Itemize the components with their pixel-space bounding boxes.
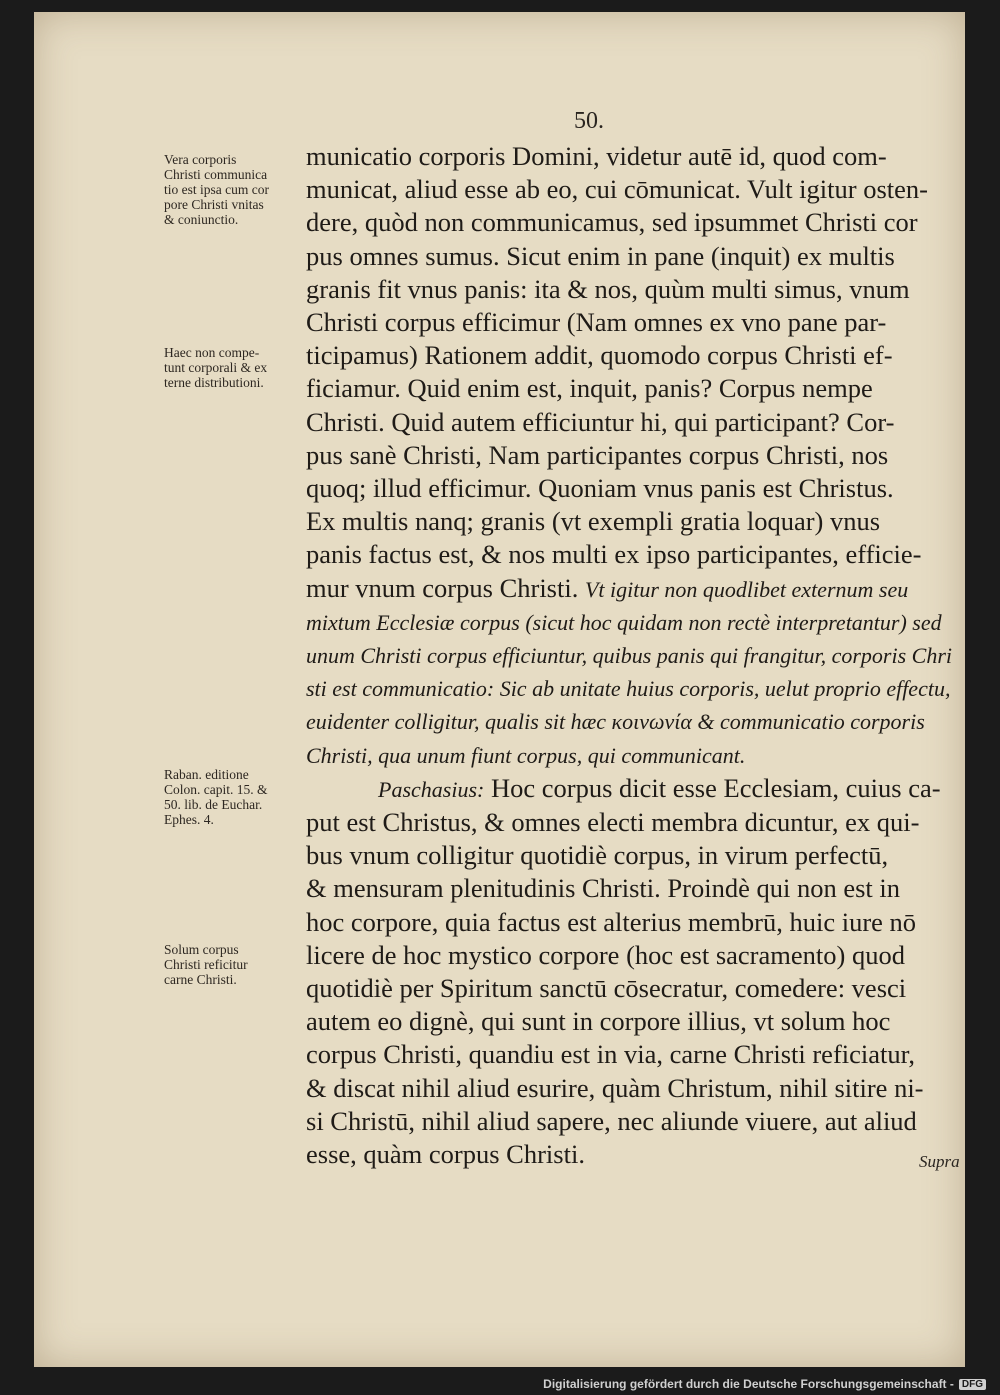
text-line: ficiamur. Quid enim est, inquit, panis? Corpus nempe <box>306 373 873 404</box>
text-line: quotidiè per Spiritum sanctū cōsecratur, comedere: vesci <box>306 973 907 1004</box>
text-line: quoq; illud efficimur. Quoniam vnus panis est Christus. <box>306 473 894 504</box>
text-line: ticipamus) Rationem addit, quomodo corpus Christi ef- <box>306 340 893 371</box>
text-line: esse, quàm corpus Christi. <box>306 1139 585 1170</box>
text-segment: mur vnum corpus Christi. <box>306 572 579 603</box>
marginal-note-line: Colon. capit. 15. & <box>164 782 268 797</box>
marginal-note-line: pore Christi vnitas <box>164 197 264 212</box>
text-line: corpus Christi, quandiu est in via, carne Christi reficiatur, <box>306 1039 916 1070</box>
marginal-note-line: 50. lib. de Euchar. <box>164 797 263 812</box>
text-line: licere de hoc mystico corpore (hoc est sacramento) quod <box>306 939 905 970</box>
marginal-note-line: Haec non compe- <box>164 345 260 360</box>
text-line: Christi, qua unum fiunt corpus, qui communicant. <box>306 742 746 768</box>
marginal-note-line: tio est ipsa cum cor <box>164 182 269 197</box>
marginal-note <box>164 767 304 827</box>
text-line: euidenter colligitur, qualis sit hæc κοινωνία & communicatio corporis <box>306 709 925 735</box>
italic-commentary <box>306 606 986 772</box>
marginal-note-line: Christi reficitur <box>164 957 248 972</box>
text-line <box>306 572 986 606</box>
text-line: & mensuram plenitudinis Christi. Proindè qui non est in <box>306 873 901 904</box>
marginal-note-line: Raban. editione <box>164 767 249 782</box>
italic-segment: Vt igitur non quodlibet externum seu <box>584 576 909 602</box>
dfg-logo: DFG <box>959 1379 986 1390</box>
text-line: Christi corpus efficimur (Nam omnes ex vno pane par- <box>306 307 887 338</box>
marginal-note-line: & coniunctio. <box>164 212 239 227</box>
text-line: granis fit vnus panis: ita & nos, quùm multi simus, vnum <box>306 273 910 304</box>
marginal-note-line: Christi communica <box>164 167 268 182</box>
text-line: bus vnum colligitur quotidiè corpus, in virum perfectū, <box>306 840 889 871</box>
marginal-note-line: carne Christi. <box>164 972 237 987</box>
digitization-footer <box>543 1377 986 1391</box>
marginal-note <box>164 942 304 987</box>
footer-text: Digitalisierung gefördert durch die Deutsche Forschungsgemeinschaft - <box>543 1377 954 1391</box>
text-line: sti est communicatio: Sic ab unitate huius corporis, uelut proprio effectu, <box>306 676 951 702</box>
text-line: si Christū, nihil aliud sapere, nec aliunde viuere, aut aliud <box>306 1105 917 1136</box>
text-line: panis factus est, & nos multi ex ipso participantes, efficie- <box>306 539 922 570</box>
text-line: municat, aliud esse ab eo, cui cōmunicat. Vult igitur osten- <box>306 174 928 205</box>
marginal-note <box>164 345 304 390</box>
main-text <box>306 140 986 1171</box>
text-line: put est Christus, & omnes electi membra dicuntur, ex qui- <box>306 807 920 838</box>
marginal-note <box>164 152 304 227</box>
marginal-note-line: Vera corporis <box>164 152 237 167</box>
author-name: Paschasius: <box>378 776 485 802</box>
text-line: pus sanè Christi, Nam participantes corpus Christi, nos <box>306 439 889 470</box>
marginal-note-line: tunt corporali & ex <box>164 360 268 375</box>
text-line: & discat nihil aliud esurire, quàm Christum, nihil sitire ni- <box>306 1072 924 1103</box>
book-page <box>34 12 965 1367</box>
page-number: 50. <box>574 108 604 134</box>
text-line: unum Christi corpus efficiuntur, quibus panis qui frangitur, corporis Chri <box>306 643 953 669</box>
catchword: Supra <box>919 1152 960 1171</box>
text-line: mixtum Ecclesiæ corpus (sicut hoc quidam non rectè interpretantur) sed <box>306 609 942 635</box>
marginal-note-line: Ephes. 4. <box>164 812 214 827</box>
text-line: dere, quòd non communicamus, sed ipsummet Christi cor <box>306 207 918 238</box>
text-line <box>306 772 986 806</box>
text-line: autem eo dignè, qui sunt in corpore illius, vt solum hoc <box>306 1006 891 1037</box>
text-line: Ex multis nanq; granis (vt exempli gratia loquar) vnus <box>306 506 881 537</box>
text-line: pus omnes sumus. Sicut enim in pane (inquit) ex multis <box>306 240 895 271</box>
marginal-note-line: Solum corpus <box>164 942 239 957</box>
text-line: municatio corporis Domini, videtur autē id, quod com- <box>306 141 887 171</box>
text-segment: Hoc corpus dicit esse Ecclesiam, cuius ca- <box>490 772 941 803</box>
text-line: hoc corpore, quia factus est alterius membrū, huic iure nō <box>306 906 917 937</box>
marginal-note-line: terne distributioni. <box>164 375 264 390</box>
text-line: Christi. Quid autem efficiuntur hi, qui participant? Cor- <box>306 406 895 437</box>
